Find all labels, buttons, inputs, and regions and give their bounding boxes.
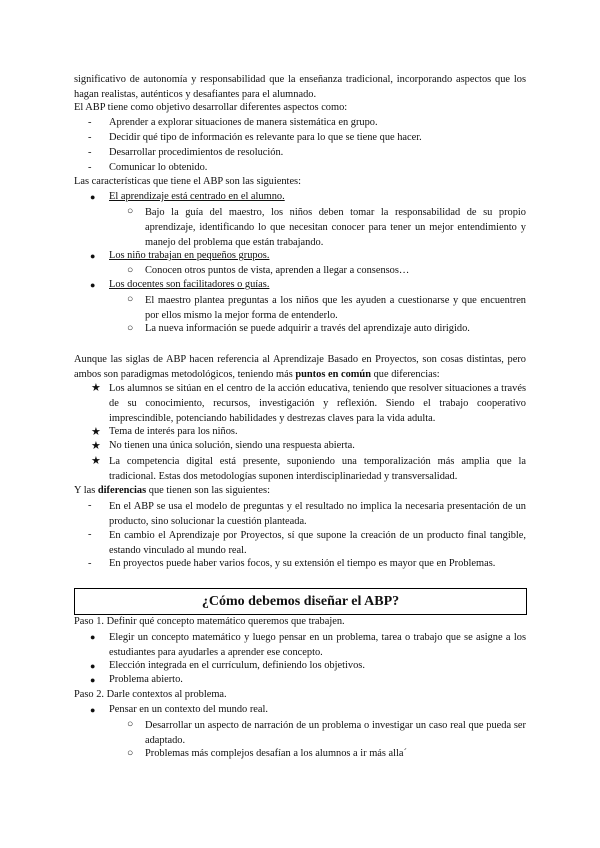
aspect-item: Decidir qué tipo de información es relevante para lo que se tiene que hacer. [109,132,422,143]
step-subitem: Problemas más complejos desafían a los alumnos a ir más alla´ [145,748,408,759]
difference-item: En cambio el Aprendizaje por Proyectos, sí que supone la creación de un producto final tangible, estando vinculado al mundo real. [109,530,526,556]
differences-heading: Y las diferencias que tienen son las siguientes: [74,485,270,496]
bullet-marker: ● [90,251,96,261]
common-point: Tema de interés para los niños. [109,426,238,437]
section-title: ¿Cómo debemos diseñar el ABP? [201,593,400,609]
characteristic-title: El aprendizaje está centrado en el alumno. [109,191,285,202]
bullet-marker: ● [90,192,96,202]
intro-continuation: significativo de autonomía y responsabilidad que la enseñanza tradicional, incorporando aspectos que los hagan realistas, auténticos y desafiantes para el alumnado. [74,74,526,100]
dash-marker: - [88,147,92,158]
characteristics-heading: Las características que tiene el ABP son las siguientes: [74,176,301,187]
bold-phrase: puntos en común [295,369,371,380]
circle-marker: ○ [127,206,134,217]
characteristic-detail: La nueva información se puede adquirir a través del aprendizaje auto dirigido. [145,323,470,334]
star-marker: ★ [91,440,101,452]
star-marker: ★ [91,382,101,394]
objective-sentence: El ABP tiene como objetivo desarrollar diferentes aspectos como: [74,102,348,113]
aspect-item: Aprender a explorar situaciones de manera sistemática en grupo. [109,117,378,128]
characteristic-detail: El maestro plantea preguntas a los niños que les ayuden a cuestionarse y que encuentren por ellos mismo la mejor forma de entenderlo. [145,295,526,321]
circle-marker: ○ [127,748,134,759]
star-marker: ★ [91,455,101,467]
characteristic-title: Los docentes son facilitadores o guías. [109,279,270,290]
characteristic-title: Los niño trabajan en pequeños grupos. [109,250,270,261]
difference-item: En proyectos puede haber varios focos, y su extensión el tiempo es mayor que en Problemas. [109,558,496,569]
step-item: Pensar en un contexto del mundo real. [109,704,268,715]
dash-marker: - [88,500,92,511]
bullet-marker: ● [90,632,96,642]
common-point: Los alumnos se sitúan en el centro de la acción educativa, teniendo que resolver situaciones a través de su conocimiento, recursos, investigación y reflexión. Siendo el trabajo cooperativo imprescindible, potenciando habilidades y destrezas claves para la vida adulta. [109,383,526,424]
aspect-item: Comunicar lo obtenido. [109,162,208,173]
step-item: Elegir un concepto matemático y luego pensar en un problema, tarea o trabajo que se asigne a los estudiantes para ayudarles a aprender ese concepto. [109,632,526,658]
dash-marker: - [88,117,92,128]
step-label: Paso 2. Darle contextos al problema. [74,689,227,700]
section-title-box [74,588,527,615]
difference-item: En el ABP se usa el modelo de preguntas y el resultado no implica la necesaria presentación de un producto, sino solucionar la cuestión planteada. [109,501,526,527]
step-item: Elección integrada en el currículum, definiendo los objetivos. [109,660,365,671]
circle-marker: ○ [127,719,134,730]
bullet-marker: ● [90,661,96,671]
bold-phrase: diferencias [97,485,147,496]
step-item: Problema abierto. [109,674,183,685]
dash-marker: - [88,162,92,173]
circle-marker: ○ [127,294,134,305]
common-point: La competencia digital está presente, suponiendo una temporalización más amplia que la tradicional. Estas dos metodologías suponen interdisciplinariedad y transversalidad. [109,456,526,482]
comparison-intro: Aunque las siglas de ABP hacen referencia al Aprendizaje Basado en Proyectos, son cosas distintas, pero ambos son paradigmas metodológicos, teniendo más puntos en común que diferencias: [74,354,526,380]
aspect-item: Desarrollar procedimientos de resolución. [109,147,284,158]
bullet-marker: ● [90,675,96,685]
characteristic-detail: Conocen otros puntos de vista, aprenden a llegar a consensos… [145,265,410,276]
step-label: Paso 1. Definir qué concepto matemático queremos que trabajen. [74,616,345,627]
characteristic-detail: Bajo la guía del maestro, los niños deben tomar la responsabilidad de su propio aprendizaje, identificando lo que necesitan conocer para tener un mejor entendimiento y manejo del problema que están trabajando. [145,207,526,248]
common-point: No tienen una única solución, siendo una respuesta abierta. [109,440,355,451]
dash-marker: - [88,132,92,143]
circle-marker: ○ [127,265,134,276]
step-subitem: Desarrollar un aspecto de narración de un problema o investigar un caso real que pueda ser adaptado. [145,720,526,746]
bullet-marker: ● [90,280,96,290]
dash-marker: - [88,529,92,540]
dash-marker: - [88,558,92,569]
circle-marker: ○ [127,323,134,334]
bullet-marker: ● [90,705,96,715]
star-marker: ★ [91,426,101,438]
